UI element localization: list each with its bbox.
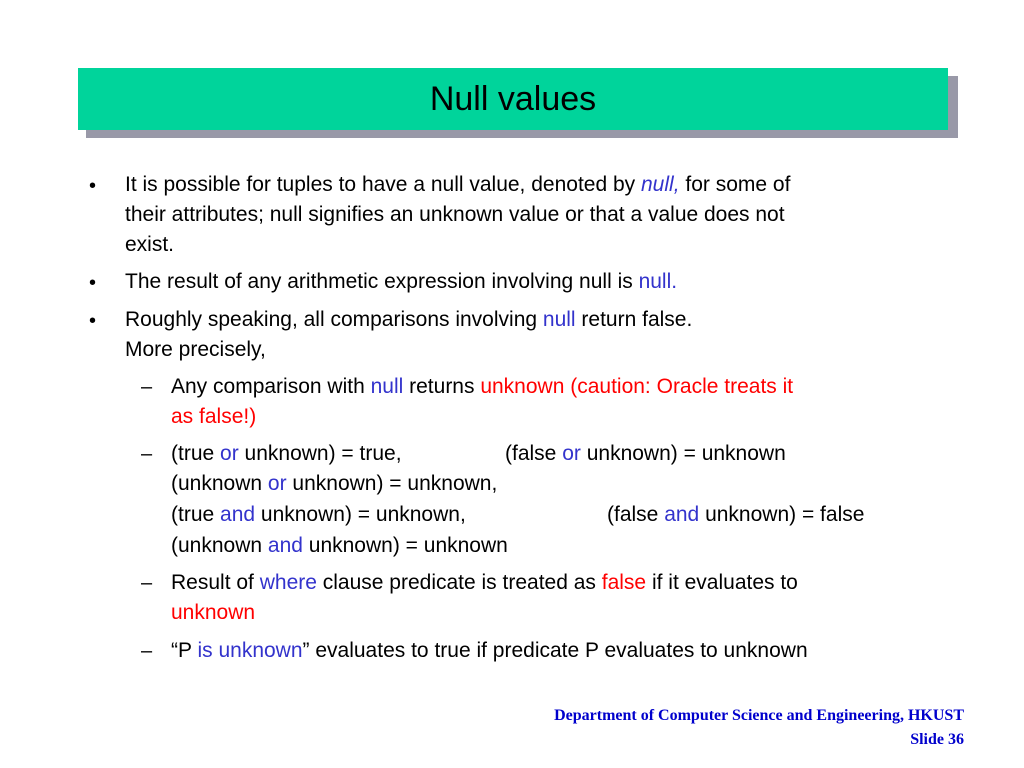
text: The result of any arithmetic expression involving null is (125, 270, 639, 293)
text: Result of (171, 571, 260, 594)
false-keyword: false (601, 571, 647, 594)
subbullet-2-line-2 (171, 469, 497, 499)
and-keyword: and (267, 534, 303, 557)
text: It is possible for tuples to have a null value, denoted by (125, 173, 641, 196)
bullet-marker: • (89, 310, 97, 332)
and-keyword: and (664, 503, 700, 526)
text: return false. (575, 308, 693, 331)
subbullet-4-line-1 (171, 636, 808, 666)
bullet-marker: • (89, 272, 97, 294)
text: (true (171, 442, 221, 465)
text: (unknown (171, 472, 268, 495)
text: unknown) = unknown, (255, 503, 466, 526)
bullet-1-line-1 (125, 170, 790, 200)
and-keyword: and (220, 503, 256, 526)
text: Roughly speaking, all comparisons involving (125, 308, 543, 331)
text: Any comparison with (171, 375, 371, 398)
or-keyword: or (562, 442, 581, 465)
text: unknown) = true, (238, 442, 402, 465)
text: (false (607, 503, 665, 526)
text: unknown) = unknown (580, 442, 786, 465)
bullet-3-line-1 (125, 305, 692, 335)
subbullet-2-line-1 (171, 439, 402, 469)
null-keyword: null. (638, 270, 678, 293)
bullet-marker: • (89, 175, 97, 197)
text: clause predicate is treated as (316, 571, 602, 594)
null-keyword: null (370, 375, 404, 398)
subbullet-1-line-2: as false!) (171, 405, 257, 428)
subbullet-2-line-3-right (607, 500, 864, 530)
dash-marker: – (141, 376, 153, 398)
or-keyword: or (267, 472, 287, 495)
subbullet-2-line-4 (171, 531, 508, 561)
dash-marker: – (141, 443, 153, 465)
where-keyword: where (259, 571, 317, 594)
bullet-3-line-2: More precisely, (125, 338, 266, 361)
text: (false (505, 442, 563, 465)
footer-slide-number: Slide 36 (910, 731, 964, 748)
text: (unknown (171, 534, 268, 557)
text: (true (171, 503, 221, 526)
subbullet-3-line-1 (171, 568, 798, 598)
dash-marker: – (141, 572, 153, 594)
null-keyword: null, (641, 173, 680, 196)
slide-title: Null values (429, 79, 597, 118)
text: if it evaluates to (646, 571, 798, 594)
dash-marker: – (141, 640, 153, 662)
or-keyword: or (220, 442, 239, 465)
text: unknown) = false (699, 503, 865, 526)
text: returns (403, 375, 481, 398)
bullet-2-line-1 (125, 267, 677, 297)
text: ” evaluates to true if predicate P evaluates to unknown (302, 639, 808, 662)
subbullet-3-line-2: unknown (171, 601, 256, 624)
subbullet-2-line-3 (171, 500, 466, 530)
footer-department: Department of Computer Science and Engineering, HKUST (554, 707, 964, 724)
caution-text: unknown (caution: Oracle treats it (480, 375, 794, 398)
subbullet-2-line-1-right (505, 439, 786, 469)
bullet-1-line-3: exist. (125, 233, 175, 256)
text: “P (171, 639, 198, 662)
bullet-1-line-2: their attributes; null signifies an unknown value or that a value does not (125, 203, 785, 226)
is-unknown-keyword: is unknown (197, 639, 303, 662)
null-keyword: null (542, 308, 576, 331)
text: unknown) = unknown, (286, 472, 498, 495)
text: for some of (679, 173, 791, 196)
subbullet-1-line-1 (171, 372, 793, 402)
text: unknown) = unknown (302, 534, 508, 557)
